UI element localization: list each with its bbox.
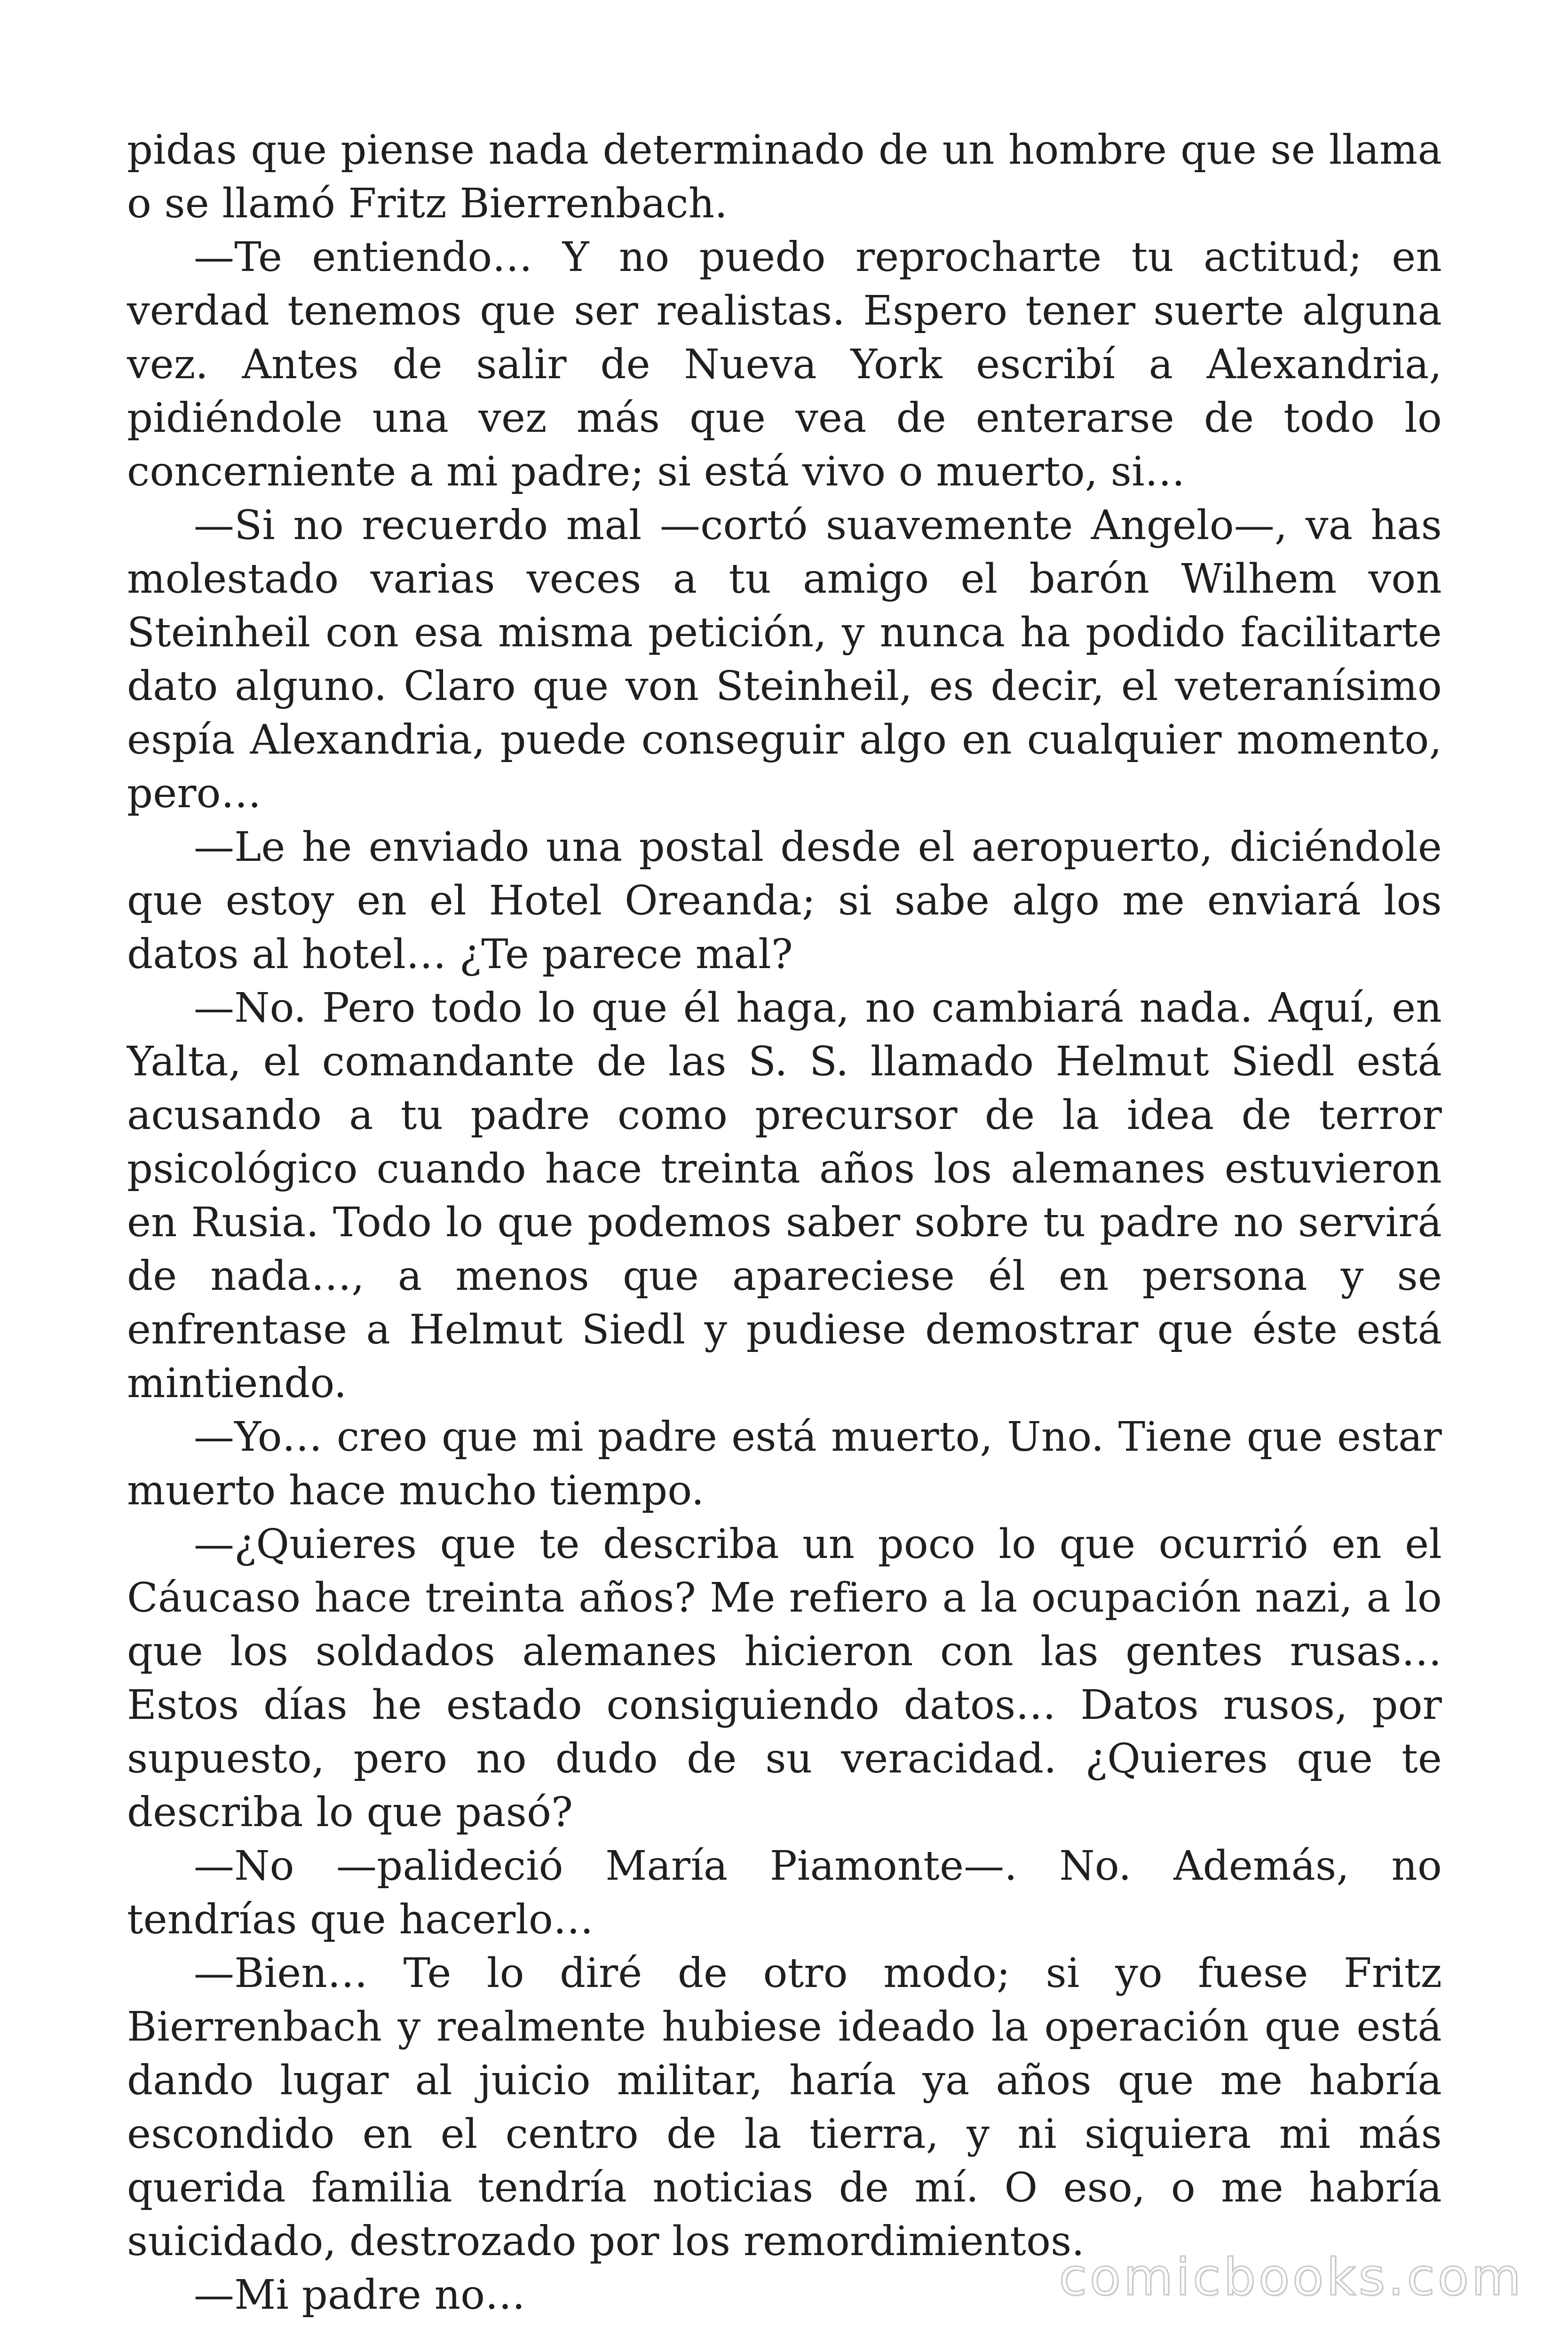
watermark-logo: comicbooks.com xyxy=(1059,2248,1524,2307)
page-body-text xyxy=(127,123,1442,2322)
paragraph-6: —Yo… creo que mi padre está muerto, Uno. Tiene que estar muerto hace mucho tiempo. xyxy=(127,1414,1442,1514)
paragraph-2: —Te entiendo… Y no puedo reprocharte tu actitud; en verdad tenemos que ser realistas. Espero tener suerte alguna vez. Antes de salir de Nueva York escribí a Alexandria, pidiéndole una vez más que vea de enterarse de todo lo concerniente a mi padre; si está vivo o muerto, si… xyxy=(127,234,1442,495)
paragraph-4: —Le he enviado una postal desde el aeropuerto, diciéndole que estoy en el Hotel Oreanda; si sabe algo me enviará los datos al hotel… ¿Te parece mal? xyxy=(127,824,1442,978)
paragraph-8: —No —palideció María Piamonte—. No. Además, no tendrías que hacerlo… xyxy=(127,1843,1442,1943)
paragraph-10: —Mi padre no… xyxy=(194,2272,526,2319)
paragraph-5: —No. Pero todo lo que él haga, no cambiará nada. Aquí, en Yalta, el comandante de las S. S. llamado Helmut Siedl está acusando a tu padre como precursor de la idea de terror psicológico cuando hace treinta años los alemanes estuvieron en Rusia. Todo lo que podemos saber sobre tu padre no servirá de nada…, a menos que apareciese él en persona y se enfrentase a Helmut Siedl y pudiese demostrar que éste está mintiendo. xyxy=(127,985,1442,1407)
paragraph-9: —Bien… Te lo diré de otro modo; si yo fuese Fritz Bierrenbach y realmente hubiese ideado la operación que está dando lugar al juicio militar, haría ya años que me habría escondido en el centro de la tierra, y ni siquiera mi más querida familia tendría noticias de mí. O eso, o me habría suicidado, destrozado por los remordimientos. xyxy=(127,1950,1442,2265)
paragraph-7: —¿Quieres que te describa un poco lo que ocurrió en el Cáucaso hace treinta años? Me refiero a la ocupación nazi, a lo que los soldados alemanes hicieron con las gentes rusas… Estos días he estado consiguiendo datos… Datos rusos, por supuesto, pero no dudo de su veracidad. ¿Quieres que te describa lo que pasó? xyxy=(127,1521,1442,1836)
paragraph-3: —Si no recuerdo mal —cortó suavemente Angelo—, va has molestado varias veces a tu amigo el barón Wilhem von Steinheil con esa misma petición, y nunca ha podido facilitarte dato alguno. Claro que von Steinheil, es decir, el veteranísimo espía Alexandria, puede conseguir algo en cualquier momento, pero… xyxy=(127,502,1442,817)
paragraph-1: pidas que piense nada determinado de un hombre que se llama o se llamó Fritz Bierrenbach. xyxy=(127,127,1442,227)
